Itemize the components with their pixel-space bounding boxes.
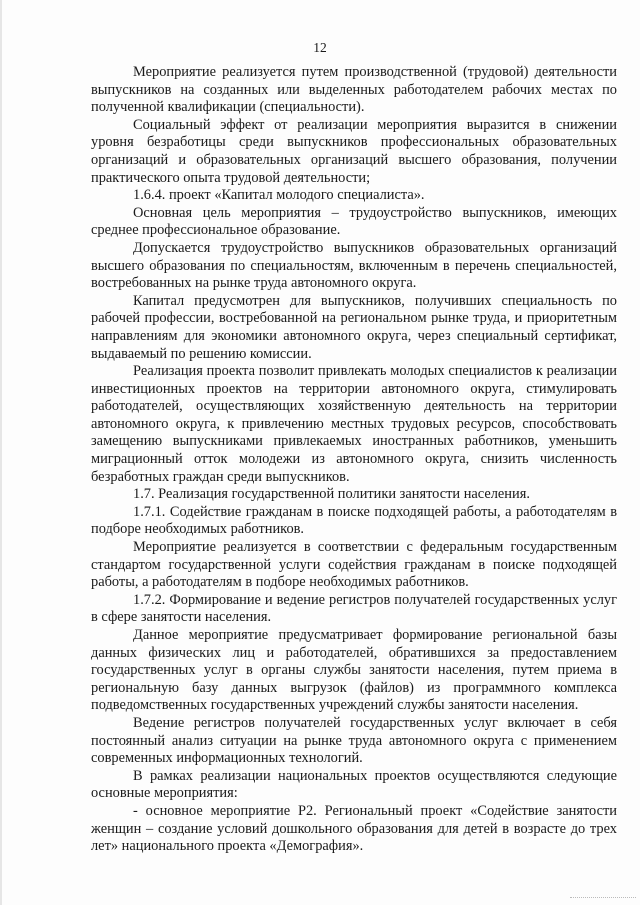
- paragraph: В рамках реализации национальных проектов осуществляются следующие основные мероприятия:: [91, 767, 617, 802]
- page-number: 12: [313, 40, 327, 55]
- section-heading: 1.6.4. проект «Капитал молодого специалиста».: [133, 187, 425, 204]
- paragraph: Капитал предусмотрен для выпускников, получивших специальность по рабочей профессии, востребованной на региональном рынке труда, и приоритетным направлениям для экономики автономного округа, через специальный сертификат, выдаваемый по решению комиссии.: [91, 292, 617, 362]
- paragraph: Данное мероприятие предусматривает формирование региональной базы данных физических лиц и работодателей, обратившихся за предоставлением государственных услуг в органы службы занятости населения, путем приема в региональную базу данных выгрузок (файлов) из программного комплекса подведомственных государственных учреждений службы занятости населения.: [91, 627, 617, 714]
- paragraph: 1.7.1. Содействие гражданам в поиске подходящей работы, а работодателям в подборе необходимых работников.: [91, 503, 617, 538]
- paragraph: Допускается трудоустройство выпускников образовательных организаций высшего образования по специальностям, включенным в перечень специальностей, востребованных на рынке труда автономного округа.: [91, 239, 617, 292]
- list-item: - основное мероприятие Р2. Региональный проект «Содействие занятости женщин – создание условий дошкольного образования для детей в возрасте до трех лет» национального проекта «Демография».: [91, 802, 617, 855]
- paragraph: 1.7.2. Формирование и ведение регистров получателей государственных услуг в сфере занятости населения.: [91, 591, 617, 626]
- paragraph: Социальный эффект от реализации мероприятия выразится в снижении уровня безработицы среди выпускников профессиональных образовательных организаций и образовательных организаций высшего образования, получении практического опыта трудовой деятельности;: [91, 116, 617, 186]
- scan-edge: [0, 0, 2, 905]
- paragraph: Мероприятие реализуется в соответствии с федеральным государственным стандартом государственной услуги содействия гражданам в поиске подходящей работы, а работодателям в подборе необходимых работников.: [91, 539, 617, 591]
- paragraph: Основная цель мероприятия – трудоустройство выпускников, имеющих среднее профессиональное образование.: [91, 204, 617, 239]
- scan-artifact: [570, 897, 636, 902]
- paragraph: Реализация проекта позволит привлекать молодых специалистов к реализации инвестиционных проектов на территории автономного округа, стимулировать работодателей, осуществляющих хозяйственную деятельность на территории автономного округа, к привлечению местных трудовых ресурсов, способствовать замещению выпускниками привлекаемых иностранных работников, уменьшить миграционный отток молодежи из автономного округа, снизить численность безработных граждан среди выпускников.: [91, 363, 617, 485]
- section-heading: 1.7. Реализация государственной политики занятости населения.: [133, 486, 530, 503]
- paragraph: Ведение регистров получателей государственных услуг включает в себя постоянный анализ ситуации на рынке труда автономного округа с применением современных информационных технологий.: [91, 714, 617, 767]
- document-body: [91, 64, 617, 856]
- paragraph: Мероприятие реализуется путем производственной (трудовой) деятельности выпускников на созданных или выделенных работодателем рабочих местах по полученной квалификации (специальности).: [91, 64, 617, 116]
